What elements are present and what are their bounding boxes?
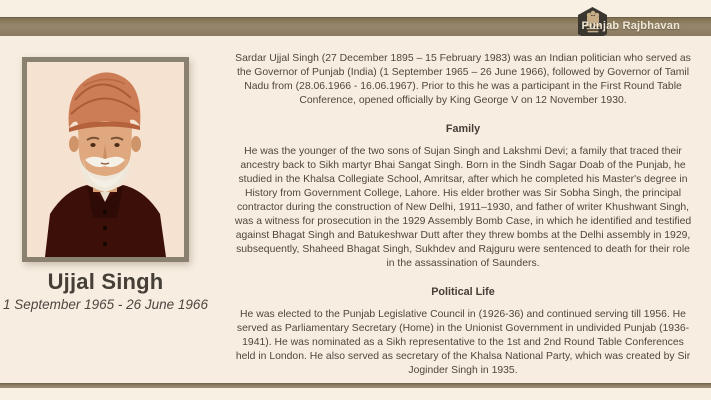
main-content xyxy=(0,36,711,383)
portrait-illustration xyxy=(27,62,184,257)
political-life-paragraph: He was elected to the Punjab Legislative Council in (1926-36) and continued serving till 1956. He served as Parliamentary Secretary (Home) in the Unionist Government in undivided Punjab (1936-1941). He was nominated as a Sikh representative to the 1st and 2nd Round Table Conferences held in London. He also served as secretary of the Khalsa National Party, which was created by Sir Joginder Singh in 1935. xyxy=(235,309,691,376)
section-heading-political-life: Political Life xyxy=(431,286,495,298)
governor-tenure-dates: 1 September 1965 - 26 June 1966 xyxy=(3,297,208,312)
governor-portrait xyxy=(22,57,189,262)
family-paragraph: He was the younger of the two sons of Sujan Singh and Lakshmi Devi; a family that traced their ancestry back to Sikh martyr Bhai Sangat Singh. Born in the Sindh Sagar Doab of the Punjab, he studied in the Khalsa Collegiate School, Amritsar, after which he completed his Master's degree in History from Government College, Lahore. His elder brother was Sir Sobha Singh, the principal contractor during the construction of New Delhi, 1911–1930, and father of writer Khushwant Singh, was a witness for prosecution in the 1929 Assembly Bomb Case, in which he identified and testified against Bhagat Singh and Batukeshwar Dutt after they threw bombs at the Delhi assembly in 1929, subsequently, Shaheed Bhagat Singh, Sukhdev and Rajguru were sentenced to death for their role in the assassination of Saunders. xyxy=(234,146,692,269)
intro-paragraph: Sardar Ujjal Singh (27 December 1895 – 15 February 1983) was an Indian politician who served as the Governor of Punjab (India) (1 September 1965 – 26 June 1966), followed by Governor of Tamil Nadu from (28.06.1966 - 16.06.1967). Prior to this he was a participant in the First Round Table Conference, opened officially by King George V on 12 November 1930. xyxy=(235,53,691,106)
governor-name: Ujjal Singh xyxy=(47,269,164,294)
footer-divider xyxy=(0,383,711,388)
site-title: Punjab Rajbhavan xyxy=(581,20,680,32)
governor-profile-panel xyxy=(0,36,211,383)
section-heading-family: Family xyxy=(445,123,481,135)
biography-article xyxy=(211,36,711,383)
